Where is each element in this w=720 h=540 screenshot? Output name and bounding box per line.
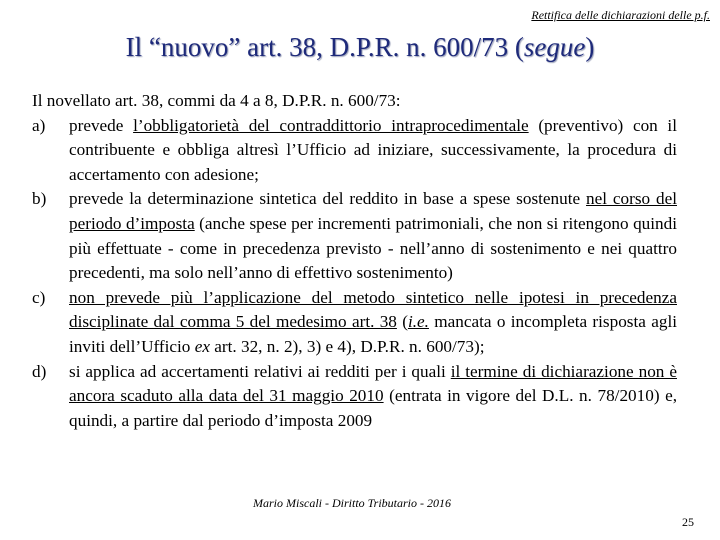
item-text-segment: il termine di dichiarazione non è ancora scaduto alla data del 31 maggio 2010 [69, 361, 677, 406]
item-text-segment: (preventivo) con il contribuente e obbliga altresì l’Ufficio ad iniziare, successivamente, la procedura di accertamento con adesione; [69, 115, 677, 184]
item-text-segment: i.e. [407, 312, 429, 332]
list-item [32, 360, 677, 434]
item-text-segment: mancata o incompleta risposta agli inviti dell’Ufficio [69, 312, 677, 356]
list-item [32, 286, 677, 360]
title-italic: segue [523, 32, 586, 62]
item-text-segment: prevede [69, 115, 134, 135]
item-text-segment: ex [194, 336, 210, 356]
item-list [32, 114, 677, 434]
item-text-segment: nel corso del periodo d’imposta [69, 189, 677, 233]
title-main: Il “nuovo” art. 38, D.P.R. n. 600/73 ( [125, 32, 524, 62]
item-text-segment: prevede la determinazione sintetica del reddito in base a spese sostenute [69, 189, 587, 209]
item-text-segment: (entrata in vigore del D.L. n. 78/2010) e, quindi, a partire dal periodo d’imposta 2009 [69, 386, 677, 430]
item-text-segment: si applica ad accertamenti relativi ai redditi per i quali [69, 361, 451, 381]
list-item [32, 187, 677, 285]
item-text-segment: non prevede più l’applicazione del metodo sintetico nelle ipotesi in precedenza disciplinate dal comma 5 del medesimo art. 38 [69, 287, 677, 332]
intro-text: Il novellato art. 38, commi da 4 a 8, D.P.R. n. 600/73: [32, 91, 401, 110]
item-text-segment: l’obbligatorietà del contraddittorio intraprocedimentale [133, 115, 529, 135]
title-close: ) [585, 32, 595, 62]
header-note: Rettifica delle dichiarazioni delle p.f. [531, 8, 710, 22]
page-number: 25 [682, 515, 694, 529]
item-text-segment: art. 32, n. 2), 3) e 4), D.P.R. n. 600/73); [209, 336, 485, 356]
item-marker: b) [32, 189, 47, 209]
item-marker: d) [32, 361, 47, 381]
item-marker: c) [32, 287, 46, 307]
item-marker: a) [32, 115, 46, 135]
item-text-segment: ( [396, 312, 408, 332]
list-item [32, 114, 677, 188]
item-text-segment: (anche spese per incrementi patrimoniali, che non si ritengono quindi più effettuate - come in precedenza previsto - nell’anno di sostenimento e nei quattro precedenti, ma solo nell’anno di effettivo sostenimento) [69, 213, 677, 283]
page-title [0, 32, 720, 63]
footer-credit: Mario Miscali - Diritto Tributario - 2016 [253, 496, 452, 510]
slide-body [32, 89, 677, 433]
